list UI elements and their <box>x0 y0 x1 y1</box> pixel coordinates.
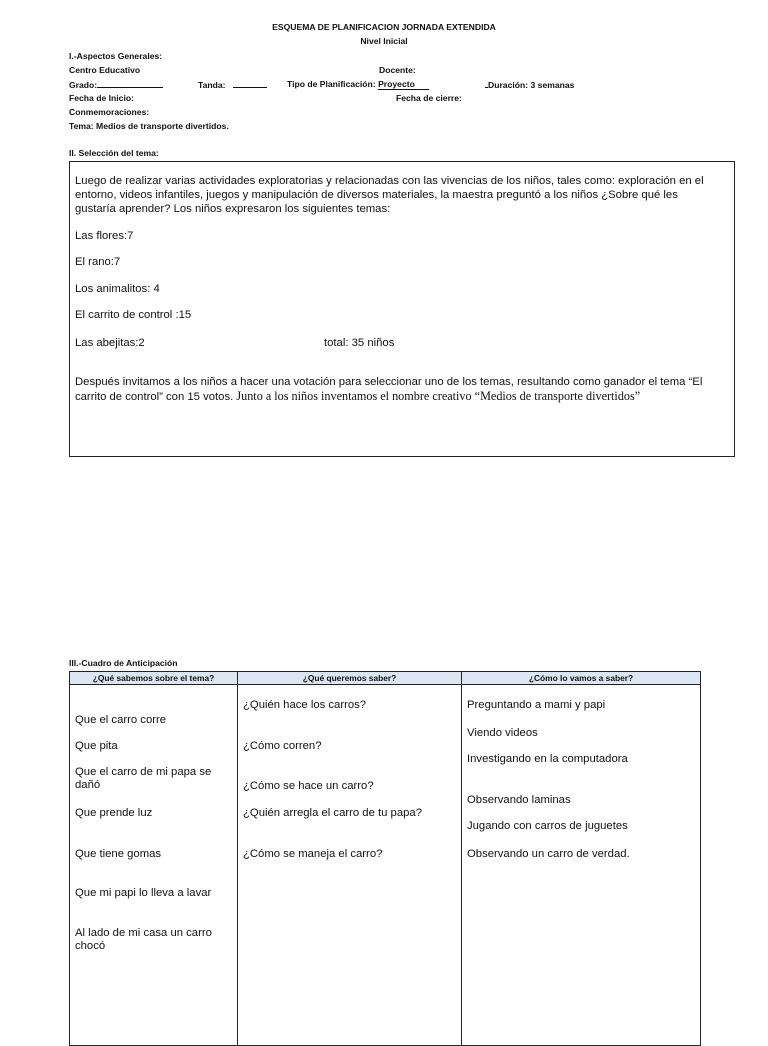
duracion-text: Duración: 3 semanas <box>488 80 575 90</box>
column-header-como: ¿Cómo lo vamos a saber? <box>462 672 701 685</box>
total-count: total: 35 niños <box>324 337 395 349</box>
tanda-blank <box>233 78 267 88</box>
document-title: ESQUEMA DE PLANIFICACION JORNADA EXTENDIDA <box>272 22 496 32</box>
grado-blank <box>97 78 163 88</box>
tipo-planificacion-value: Proyecto <box>378 79 429 90</box>
list-item: Que pita <box>75 740 118 752</box>
table-header-row <box>70 672 701 685</box>
fecha-inicio-label: Fecha de Inicio: <box>69 93 134 103</box>
list-item: ¿Cómo se maneja el carro? <box>243 848 383 860</box>
section-cuadro-anticipacion: III.-Cuadro de Anticipación <box>69 658 178 668</box>
tipo-planificacion-field <box>287 78 429 90</box>
docente-label: Docente: <box>379 65 416 75</box>
tema-item: Los animalitos: 4 <box>75 283 160 295</box>
conmemoraciones-label: Conmemoraciones: <box>69 107 150 117</box>
column-sabemos-cell <box>70 685 238 1046</box>
list-item: Al lado de mi casa un carro chocó <box>75 927 212 952</box>
document-subtitle: Nivel Inicial <box>360 36 408 46</box>
list-item: Que tiene gomas <box>75 848 162 860</box>
list-item: Que prende luz <box>75 807 153 819</box>
tema-item: El rano:7 <box>75 256 121 268</box>
list-item: Observando laminas <box>467 794 571 806</box>
table-row <box>70 685 701 1046</box>
intro-line-2: entorno, videos infantiles, juegos y manipulación de diversos materiales, la maestra preguntó a los niños ¿Sobre qué les <box>75 189 678 201</box>
intro-line-1: Luego de realizar varias actividades exploratorias y relacionadas con las vivencias de los niños, tales como: exploración en el <box>75 175 704 187</box>
tema-item: Las abejitas:2 <box>75 337 145 349</box>
tipo-planificacion-label: Tipo de Planificación: <box>287 79 376 89</box>
intro-line-3: gustaría aprender? Los niños expresaron los siguientes temas: <box>75 203 391 215</box>
tema-item: El carrito de control :15 <box>75 309 192 321</box>
list-item: Preguntando a mami y papi <box>467 699 606 711</box>
duracion-field <box>485 78 574 91</box>
list-item: Que mi papi lo lleva a lavar <box>75 887 212 899</box>
list-item: Viendo videos <box>467 727 538 739</box>
centro-educativo-label: Centro Educativo <box>69 65 141 75</box>
grado-label: Grado: <box>69 80 98 90</box>
section-aspectos-generales: I.-Aspectos Generales: <box>69 51 163 61</box>
grado-field <box>69 78 163 91</box>
seleccion-tema-box <box>69 161 735 457</box>
closing-line-1: Después invitamos a los niños a hacer una votación para seleccionar uno de los temas, resultando como ganador el tema “El <box>75 376 703 388</box>
list-item: Investigando en la computadora <box>467 753 628 765</box>
list-item: Jugando con carros de juguetes <box>467 820 628 832</box>
list-item: ¿Cómo corren? <box>243 740 322 752</box>
column-header-sabemos: ¿Qué sabemos sobre el tema? <box>70 672 238 685</box>
tema-line: Tema: Medios de transporte divertidos. <box>69 121 229 131</box>
column-como-cell <box>462 685 701 1046</box>
closing-line-2-serif: Junto a los niños inventamos el nombre creativo “Medios de transporte divertidos” <box>236 389 641 403</box>
anticipacion-table <box>69 671 701 1046</box>
column-queremos-cell <box>238 685 462 1046</box>
tanda-label: Tanda: <box>198 80 226 90</box>
section-seleccion-tema: II. Selección del tema: <box>69 148 159 158</box>
tanda-field <box>198 78 267 91</box>
list-item: Que el carro corre <box>75 714 167 726</box>
list-item: Que el carro de mi papa se dañó <box>75 766 212 791</box>
list-item: ¿Quién arregla el carro de tu papa? <box>243 807 422 819</box>
list-item: ¿Cómo se hace un carro? <box>243 780 374 792</box>
closing-line-2 <box>75 389 640 404</box>
tema-item: Las flores:7 <box>75 230 134 242</box>
list-item: Observando un carro de verdad. <box>467 848 630 860</box>
column-header-queremos: ¿Qué queremos saber? <box>238 672 462 685</box>
list-item: ¿Quién hace los carros? <box>243 699 367 711</box>
fecha-cierre-label: Fecha de cierre: <box>396 93 462 103</box>
closing-line-2-sans: carrito de control” con 15 votos. <box>75 391 237 403</box>
